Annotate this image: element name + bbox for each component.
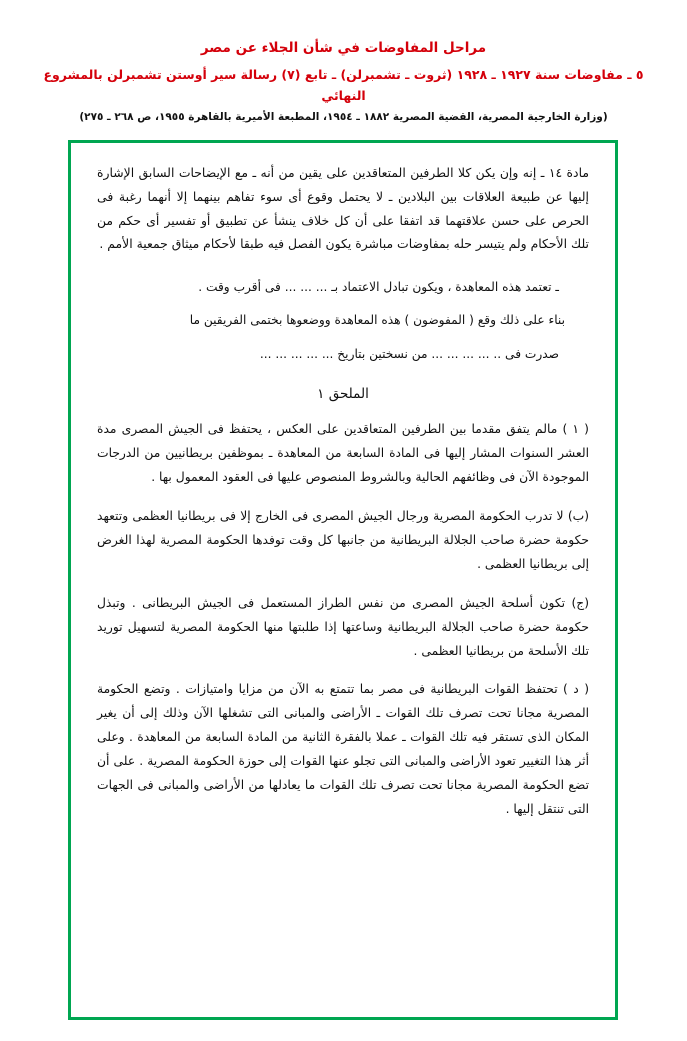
signature-line: بناء على ذلك وقع ( المفوضون ) هذه المعاهدة ووضعوها بختمى الفريقين ما — [189, 313, 565, 328]
document-frame — [68, 140, 618, 1020]
annex-item-text: (ج) تكون أسلحة الجيش المصرى من نفس الطراز المستعمل فى الجيش البريطانى . وتبذل حكومة حضرة صاحب الجلالة البريطانية وساعتها إذا طلبتها منها الحكومة المصرية لتسهيل توريد تلك الأسلحة من بريطانيا العظمى . — [97, 595, 589, 658]
article-14-paragraph: مادة ١٤ ـ إنه وإن يكن كلا الطرفين المتعاقدين على يقين من أنه ـ مع الإيضاحات السابق الإشارة إليها عن طبيعة العلاقات بين البلادين ـ لا يحتمل وقوع أى سوء تفاهم بينهما إلا أنهما رغبة فى الحرص على حسن علاقتهما قد اتفقا على أن كل خلاف ينشأ عن تطبيق أو تفسير أى حكم من تلك الأحكام ولم يتيسر حله بمفاوضات مباشرة يكون الفصل فيه طبقا لأحكام ميثاق جمعية الأمم . — [97, 165, 589, 252]
issued-line: صدرت فى .. ... ... ... ... من نسختين بتاريخ ... ... ... ... ... — [259, 346, 559, 361]
annex-item-text: (ب) لا تدرب الحكومة المصرية ورجال الجيش المصرى فى الخارج إلا فى بريطانيا العظمى وتتعهد حكومة حضرة صاحب الجلالة البريطانية من جانبها كل وقت توفدها الحكومة المصرية لهذا الغرض إلى بريطانيا العظمى . — [97, 508, 589, 571]
annex-item-text: ( ١ ) مالم يتفق مقدما بين الطرفين المتعاقدين على العكس ، يحتفظ فى الجيش المصرى مدة العشر السنوات المشار إليها فى المادة السابعة من المعاهدة ـ بموظفين بريطانيين من الدرجات الموجودة الآن فى وظائفهم الحالية وبالشروط المنصوص عليها فى العقود المعمول بها . — [97, 421, 589, 484]
annex-item-text: ( د ) تحتفظ القوات البريطانية فى مصر بما تتمتع به الآن من مزايا وامتيازات . وتضع الحكومة المصرية مجانا تحت تصرف تلك القوات ـ الأراضى والمبانى التى تشغلها الآن وذلك إلى أن يغير المكان الذى تستقر فيه تلك القوات ـ عملا بالفقرة الثانية من المادة السابعة من المعاهدة . وعلى أثر هذا التغيير تعود الأراضى والمبانى التى تجلو عنها القوات إلى حوزة الحكومة المصرية . على أن تضع الحكومة المصرية مجانا تحت تصرف تلك القوات ما يعادلها من الأراضى والمبانى فى الجهات التى تنتقل إليها . — [97, 682, 589, 817]
annex-title: الملحق ١ — [317, 385, 369, 402]
source-citation: (وزارة الخارجية المصرية، القضية المصرية ١٨٨٢ ـ ١٩٥٤، المطبعة الأميرية بالقاهرة ١٩٥٥، ص ٢٦٨ ـ ٢٧٥) — [79, 111, 608, 124]
page-title: مراحل المفاوضات في شأن الجلاء عن مصر — [200, 40, 487, 56]
page-subtitle: ٥ ـ مفاوضات سنة ١٩٢٧ ـ ١٩٢٨ (ثروت ـ تشمبرلن) ـ تابع (٧) رسالة سير أوستن تشمبرلن بالمشروع النهائي — [43, 66, 644, 103]
list-item — [97, 505, 589, 577]
page-header — [28, 38, 659, 127]
ratification-line: ـ تعتمد هذه المعاهدة ، ويكون تبادل الاعتماد بـ ... ... ... فى أقرب وقت . — [198, 280, 559, 295]
list-item — [97, 678, 589, 822]
list-item — [97, 418, 589, 490]
list-item — [97, 592, 589, 664]
document-body — [71, 143, 615, 851]
